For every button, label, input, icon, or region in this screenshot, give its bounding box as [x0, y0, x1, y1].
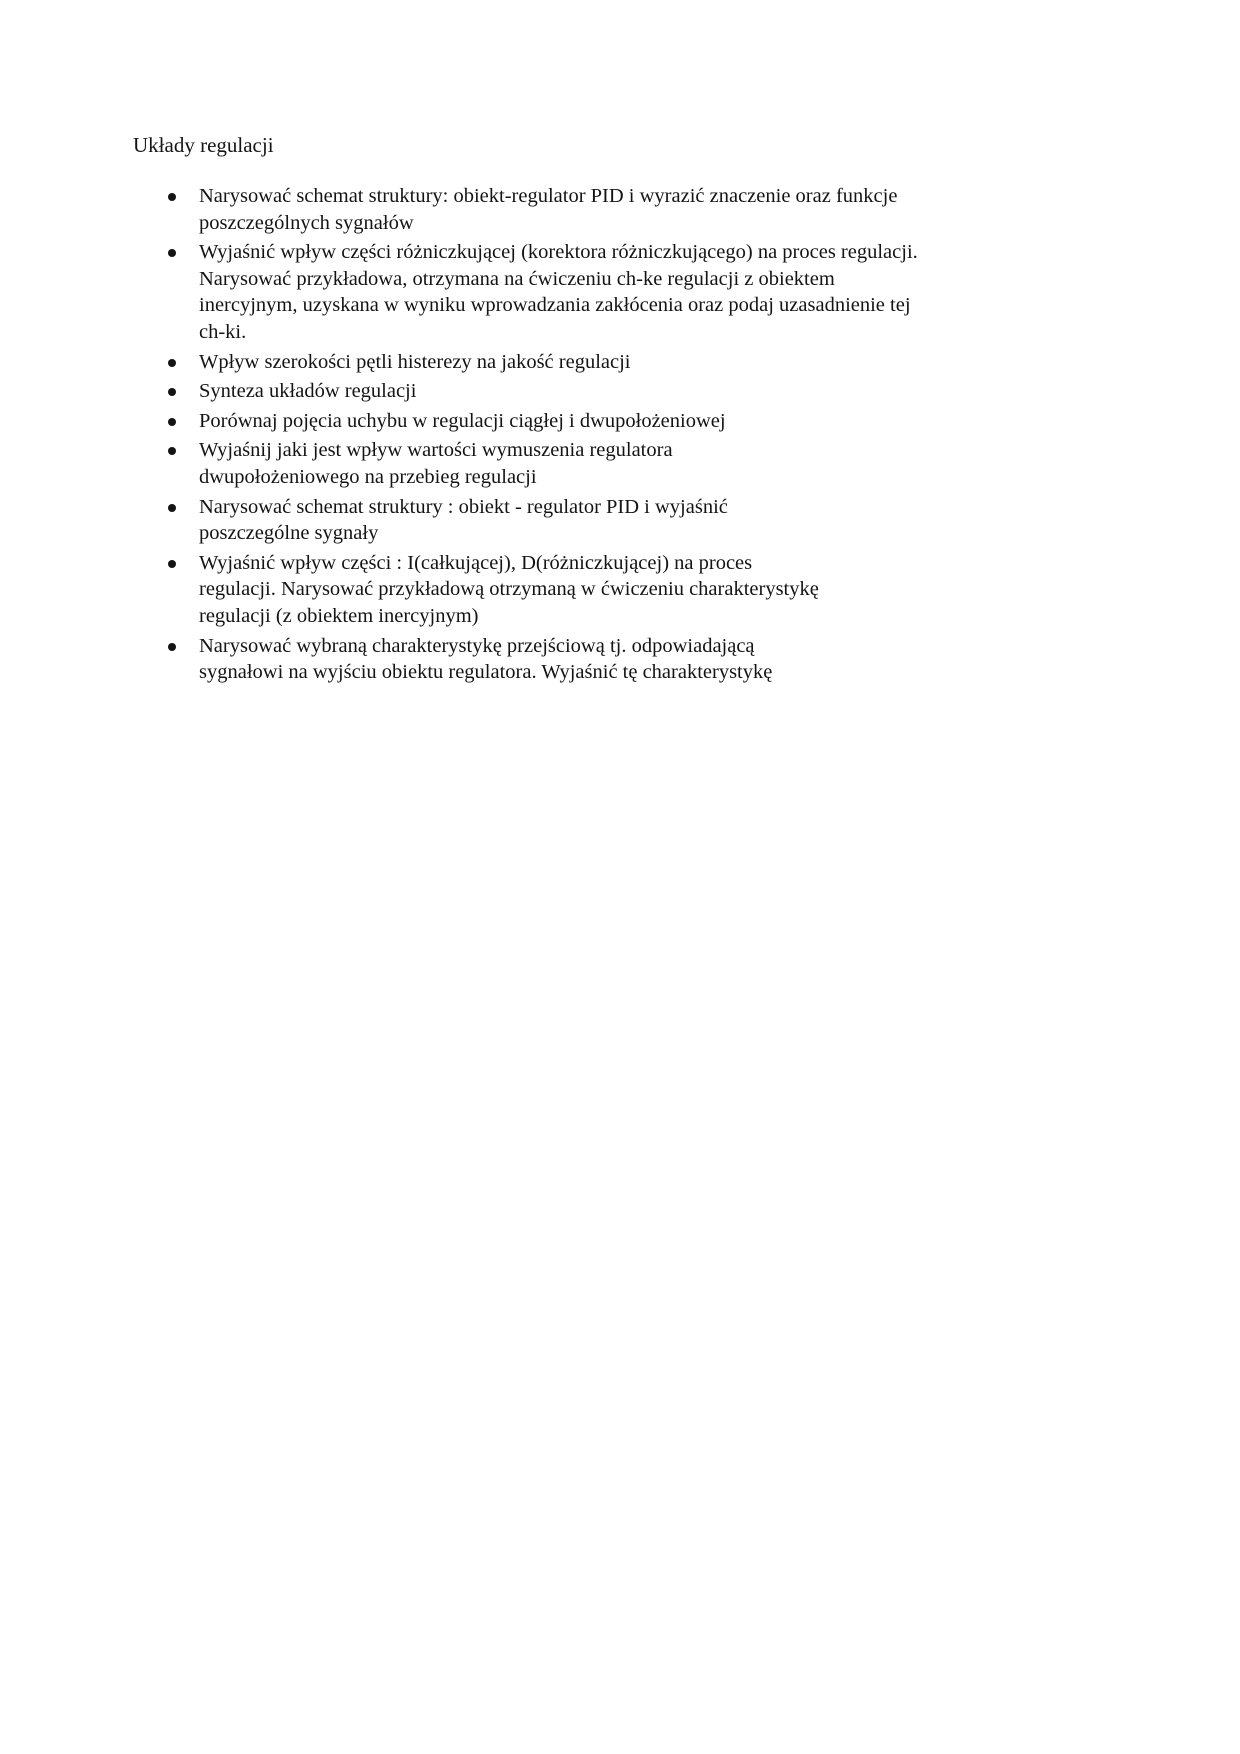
- bullet-icon: [168, 193, 176, 201]
- list-item-text: Synteza układów regulacji: [199, 380, 417, 403]
- list-item: [0, 437, 759, 490]
- question-list: [0, 183, 1240, 689]
- bullet-icon: [168, 643, 176, 651]
- list-item-text: Narysować wybraną charakterystykę przejściową tj. odpowiadającą sygnałowi na wyjściu obiektu regulatora. Wyjaśnić tę charakterystykę: [199, 634, 773, 684]
- list-item-text: Wpływ szerokości pętli histerezy na jakość regulacji: [199, 350, 631, 373]
- list-item-text: Narysować schemat struktury : obiekt - regulator PID i wyjaśnić poszczególne sygnały: [199, 495, 728, 545]
- list-item: [0, 633, 839, 686]
- bullet-icon: [168, 388, 176, 396]
- bullet-icon: [168, 359, 176, 367]
- list-item: [0, 378, 989, 405]
- list-item: [0, 183, 964, 236]
- bullet-icon: [168, 418, 176, 426]
- list-item-text: Narysować schemat struktury: obiekt-regulator PID i wyrazić znaczenie oraz funkcje poszczególnych sygnałów: [199, 185, 898, 234]
- list-item-text: Wyjaśnić wpływ części : I(całkującej), D(różniczkującej) na proces regulacji. Narysować przykładową otrzymaną w ćwiczeniu charakterystykę regulacji (z obiektem inercyjnym): [199, 551, 819, 627]
- list-item: [0, 239, 919, 345]
- list-item: [0, 494, 799, 547]
- bullet-icon: [168, 560, 176, 568]
- list-item: [0, 349, 989, 376]
- list-item: [0, 550, 819, 630]
- list-item-text: Wyjaśnij jaki jest wpływ wartości wymuszenia regulatora dwupołożeniowego na przebieg regulacji: [199, 439, 673, 488]
- list-item-text: Wyjaśnić wpływ części różniczkującej (korektora różniczkującego) na proces regulacji. Narysować przykładowa, otrzymana na ćwiczeniu ch-ke regulacji z obiektem inercyjnym, uzyskana w wyniku wprowadzania zakłócenia oraz podaj uzasadnienie tej ch-ki.: [199, 241, 918, 343]
- bullet-icon: [168, 504, 176, 512]
- list-item-text: Porównaj pojęcia uchybu w regulacji ciągłej i dwupołożeniowej: [199, 409, 726, 432]
- bullet-icon: [168, 447, 176, 455]
- list-item: [0, 408, 989, 435]
- bullet-icon: [168, 249, 176, 257]
- document-title: Układy regulacji: [133, 133, 274, 157]
